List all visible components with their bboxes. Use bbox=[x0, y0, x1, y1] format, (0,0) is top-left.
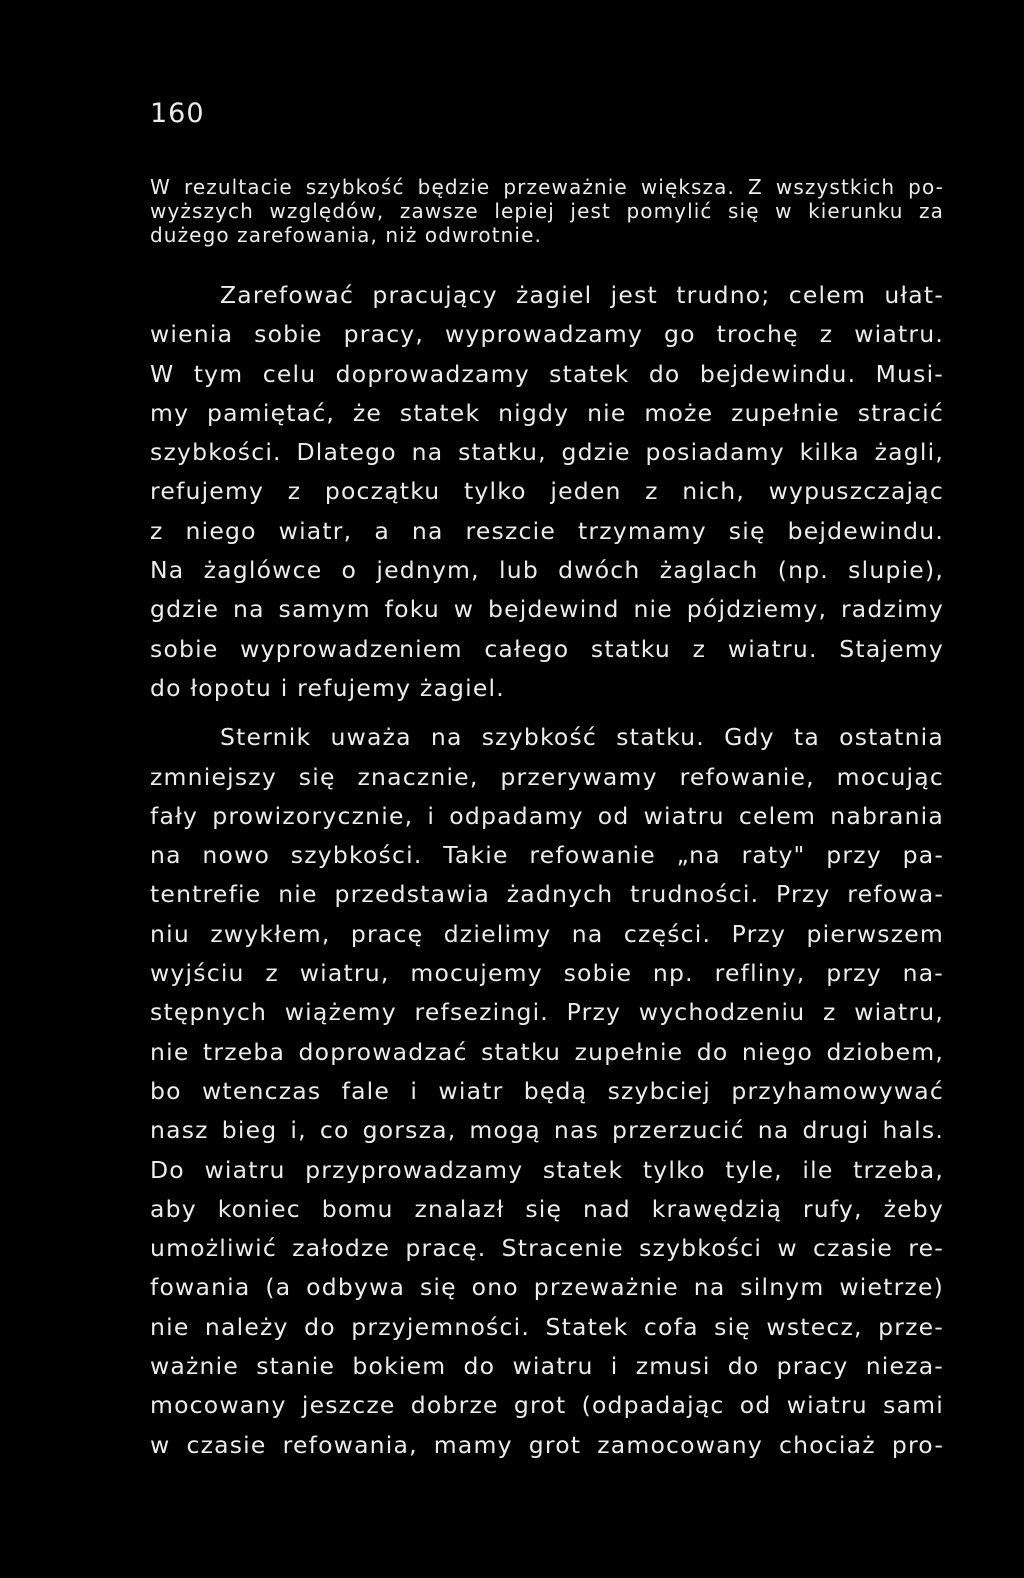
note-paragraph bbox=[150, 175, 944, 247]
text-line: refujemy z początku tylko jeden z nich, wypuszczając bbox=[150, 477, 944, 506]
text-line: nasz bieg i, co gorsza, mogą nas przerzucić na drugi hals. bbox=[150, 1116, 944, 1145]
text-line: gdzie na samym foku w bejdewind nie pójdziemy, radzimy bbox=[150, 595, 944, 624]
text-line: Na żaglówce o jednym, lub dwóch żaglach (np. slupie), bbox=[150, 556, 944, 585]
text-line: Sternik uważa na szybkość statku. Gdy ta ostatnia bbox=[220, 723, 944, 752]
text-line: fowania (a odbywa się ono przeważnie na silnym wietrze) bbox=[150, 1273, 944, 1302]
text-line: sobie wyprowadzeniem całego statku z wiatru. Stajemy bbox=[150, 634, 944, 663]
text-line: do łopotu i refujemy żagiel. bbox=[150, 673, 505, 702]
text-line: fały prowizorycznie, i odpadamy od wiatru celem nabrania bbox=[150, 801, 944, 830]
text-line: z niego wiatr, a na reszcie trzymamy się bejdewindu. bbox=[150, 516, 944, 545]
paragraph-2 bbox=[150, 718, 944, 1465]
page-number: 160 bbox=[150, 98, 205, 129]
text-line: ważnie stanie bokiem do wiatru i zmusi do pracy nieza- bbox=[150, 1352, 944, 1381]
text-line: tentrefie nie przedstawia żadnych trudności. Przy refowa- bbox=[150, 880, 944, 909]
text-line: my pamiętać, że statek nigdy nie może zupełnie stracić bbox=[150, 398, 944, 427]
paragraph-1 bbox=[150, 276, 944, 708]
text-line: nie należy do przyjemności. Statek cofa się wstecz, prze- bbox=[150, 1312, 944, 1341]
text-line: W rezultacie szybkość będzie przeważnie większa. Z wszystkich po- bbox=[150, 175, 944, 199]
text-line: zmniejszy się znacznie, przerywamy refowanie, mocując bbox=[150, 762, 944, 791]
text-line: mocowany jeszcze dobrze grot (odpadając od wiatru sami bbox=[150, 1391, 944, 1420]
text-line: umożliwić załodze pracę. Stracenie szybkości w czasie re- bbox=[150, 1234, 944, 1263]
text-line: Do wiatru przyprowadzamy statek tylko tyle, ile trzeba, bbox=[150, 1155, 944, 1184]
text-line: aby koniec bomu znalazł się nad krawędzią rufy, żeby bbox=[150, 1194, 944, 1223]
text-line: wyjściu z wiatru, mocujemy sobie np. refliny, przy na- bbox=[150, 959, 944, 988]
text-line: dużego zarefowania, niż odwrotnie. bbox=[150, 223, 542, 247]
text-line: na nowo szybkości. Takie refowanie „na raty" przy pa- bbox=[150, 841, 944, 870]
body-text bbox=[150, 276, 944, 1465]
text-line: niu zwykłem, pracę dzielimy na części. Przy pierwszem bbox=[150, 919, 944, 948]
text-line: wienia sobie pracy, wyprowadzamy go trochę z wiatru. bbox=[150, 320, 944, 349]
text-line: W tym celu doprowadzamy statek do bejdewindu. Musi- bbox=[150, 359, 944, 388]
text-line: w czasie refowania, mamy grot zamocowany chociaż pro- bbox=[150, 1430, 944, 1459]
text-line: wyższych względów, zawsze lepiej jest pomylić się w kierunku za bbox=[150, 199, 944, 223]
text-line: nie trzeba doprowadzać statku zupełnie do niego dziobem, bbox=[150, 1037, 944, 1066]
text-line: szybkości. Dlatego na statku, gdzie posiadamy kilka żagli, bbox=[150, 438, 944, 467]
text-line: stępnych wiążemy refsezingi. Przy wychodzeniu z wiatru, bbox=[150, 998, 944, 1027]
text-line: bo wtenczas fale i wiatr będą szybciej przyhamowywać bbox=[150, 1076, 944, 1105]
text-line: Zarefować pracujący żagiel jest trudno; celem ułat- bbox=[220, 281, 944, 309]
